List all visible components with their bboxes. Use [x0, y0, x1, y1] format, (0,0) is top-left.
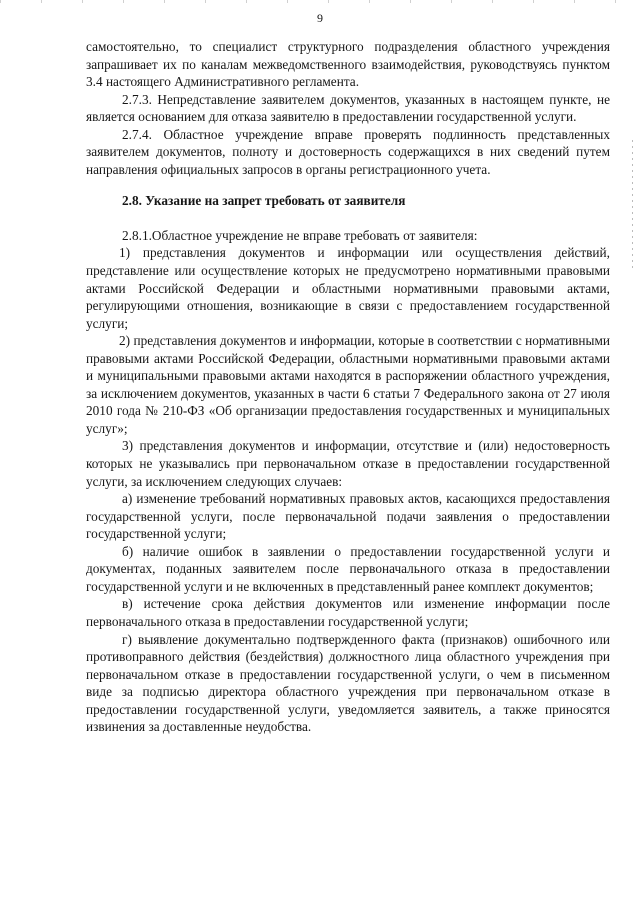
paragraph-2-7-4: 2.7.4. Областное учреждение вправе проверять подлинность представленных заявителем документов, полноту и достоверность содержащихся в них сведений путем направления официальных запросов в органы регистрационного учета.: [86, 126, 610, 177]
sub-item-a: а) изменение требований нормативных правовых актов, касающихся предоставления государственной услуги, после первоначальной подачи заявления о предоставлении государственной услуги;: [86, 491, 610, 542]
scan-margin-mark: [632, 140, 633, 270]
sub-item-g: г) выявление документально подтвержденного факта (признаков) ошибочного или противоправного действия (бездействия) должностного лица областного учреждения при первоначальном отказе в предоставлении государственной услуги, о чем в письменном виде за подписью директора областного учреждения при первоначальном отказе в предоставлении государственной услуги, уведомляется заявитель, а также приносятся извинения за доставленные неудобства.: [86, 631, 610, 735]
page-number: 9: [317, 11, 323, 25]
sub-item-v: в) истечение срока действия документов или изменение информации после первоначального отказа в предоставлении государственной услуги;: [86, 596, 610, 629]
list-item-3: 3) представления документов и информации, отсутствие и (или) недостоверность которых не указывались при первоначальном отказе в предоставлении государственной услуги, за исключением следующих случаев:: [86, 438, 610, 489]
scan-edge-marks: [0, 0, 640, 3]
section-heading-2-8: 2.8. Указание на запрет требовать от заявителя: [122, 193, 406, 209]
paragraph-2-8-1: 2.8.1.Областное учреждение не вправе требовать от заявителя:: [122, 227, 478, 243]
document-body: [86, 38, 610, 736]
list-item-2: 2) представления документов и информации, которые в соответствии с нормативными правовыми актами Российской Федерации, областными нормативными правовыми актами и муниципальными правовыми актами находятся в распоряжении областного учреждения, за исключением документов, указанных в части 6 статьи 7 Федерального закона от 27 июля 2010 года № 210-ФЗ «Об организации предоставления государственных и муниципальных услуг»;: [86, 333, 610, 436]
paragraph-2-7-3: 2.7.3. Непредставление заявителем документов, указанных в настоящем пункте, не является основанием для отказа заявителю в предоставлении государственной услуги.: [86, 91, 610, 125]
list-item-1: 1) представления документов и информации или осуществления действий, представление или осуществление которых не предусмотрено нормативными правовыми актами Российской Федерации и областными нормативными правовыми актами, регулирующими отношения, возникающие в связи с предоставлением государственной услуги;: [86, 245, 610, 331]
paragraph-continuation: самостоятельно, то специалист структурного подразделения областного учреждения запрашивает их по каналам межведомственного взаимодействия, руководствуясь пунктом 3.4 настоящего Административного регламента.: [86, 39, 610, 90]
sub-item-b: б) наличие ошибок в заявлении о предоставлении государственной услуги и документах, поданных заявителем после первоначального отказа в предоставлении государственной услуги и не включенных в представленный ранее комплект документов;: [86, 543, 610, 594]
